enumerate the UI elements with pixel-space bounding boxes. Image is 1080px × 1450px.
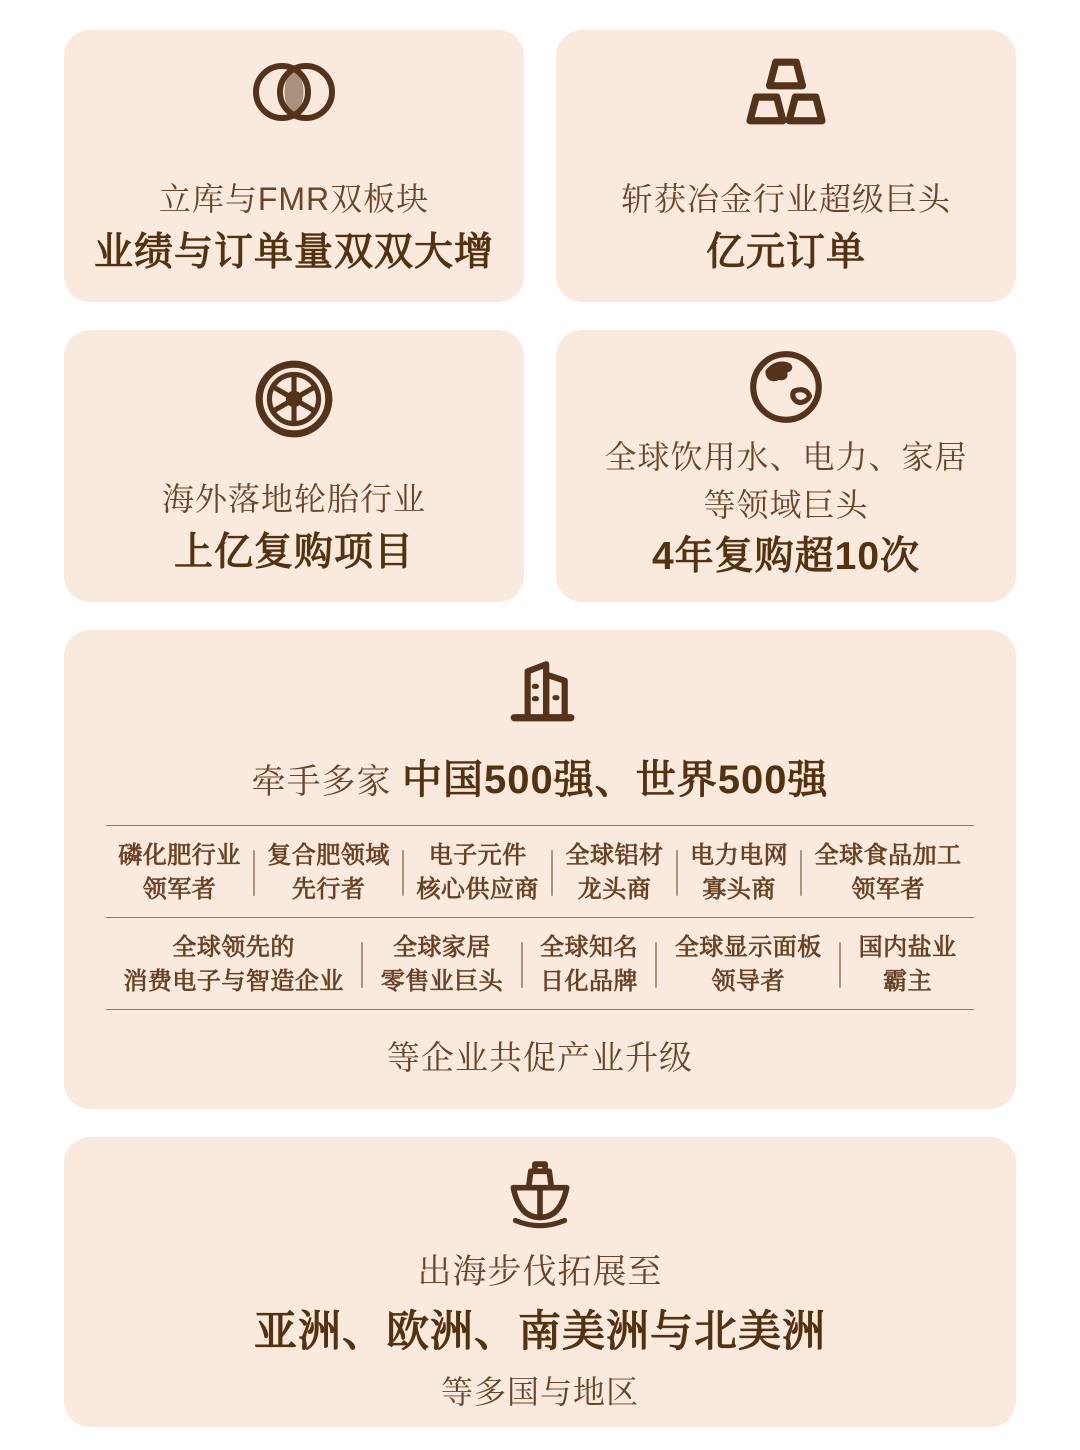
client-line: 消费电子与智造企业: [123, 967, 344, 995]
card-line-regular: 出海步伐拓展至: [417, 1253, 663, 1292]
card-line-regular: 全球饮用水、电力、家居: [604, 439, 968, 475]
card-line-bold: 业绩与订单量双双大增: [93, 231, 494, 274]
client-item: [657, 934, 839, 995]
client-item: [523, 934, 656, 995]
client-item: [553, 842, 676, 903]
row-middle: [64, 330, 1016, 602]
client-line: 日化品牌: [539, 967, 638, 995]
card-global-repurchase: [556, 330, 1016, 602]
client-line: 龙头商: [577, 875, 652, 903]
client-item: [802, 842, 974, 903]
client-line: 国内盐业: [858, 934, 957, 962]
card-text: [162, 483, 426, 602]
tire-wheel-icon: [251, 356, 337, 442]
globe-icon: [743, 344, 829, 430]
card-text: [254, 1253, 826, 1411]
buildings-icon: [502, 656, 578, 728]
client-line: 霸主: [883, 967, 933, 995]
card-line-bold: 亚洲、欧洲、南美洲与北美洲: [254, 1308, 826, 1357]
client-item: [678, 842, 801, 903]
client-item: [106, 842, 253, 903]
ship-icon: [498, 1159, 582, 1239]
card-line-regular: 等多国与地区: [440, 1374, 639, 1411]
card-metallurgy: [556, 30, 1016, 302]
card-tire: [64, 330, 524, 602]
client-line: 零售业巨头: [380, 967, 504, 995]
client-line: 全球铝材: [565, 842, 664, 869]
client-line: 复合肥领域: [267, 842, 390, 869]
divider: [106, 1009, 974, 1010]
client-line: 领导者: [711, 967, 786, 995]
client-line: 全球显示面板: [674, 934, 822, 962]
client-line: 电力电网: [690, 842, 789, 869]
card-line-regular: 海外落地轮胎行业: [161, 481, 426, 517]
gold-bars-icon: [736, 56, 836, 130]
client-line: 全球家居: [392, 934, 491, 962]
client-line: 全球知名: [539, 934, 638, 962]
card-line-bold: 亿元订单: [705, 231, 866, 274]
card-overseas: [64, 1137, 1016, 1427]
client-item: [404, 842, 551, 903]
card-text: [621, 183, 951, 302]
fortune500-footer: 等企业共促产业升级: [387, 1039, 693, 1077]
heading-regular: 牵手多家: [251, 763, 402, 801]
client-line: 领军者: [142, 875, 217, 903]
client-item: [363, 934, 520, 995]
card-line-regular: 立库与FMR双板块: [158, 181, 430, 217]
client-row-2: [106, 918, 974, 1009]
client-line: 寡头商: [702, 875, 776, 903]
client-line: 领军者: [851, 875, 925, 903]
venn-circles-icon: [242, 56, 346, 128]
client-row-1: [106, 826, 974, 917]
card-text: [94, 183, 494, 302]
client-line: 电子元件: [428, 842, 527, 869]
client-line: 先行者: [291, 875, 366, 903]
card-fortune500: [64, 630, 1016, 1109]
client-item: [255, 842, 402, 903]
client-line: 全球食品加工: [814, 842, 962, 869]
client-item: [841, 934, 974, 995]
row-top: [64, 30, 1016, 302]
client-item: [106, 934, 361, 995]
client-line: 核心供应商: [416, 875, 539, 903]
client-line: 磷化肥行业: [118, 842, 241, 869]
card-line-regular: 等领域巨头: [703, 487, 869, 523]
client-line: 全球领先的: [172, 934, 295, 962]
card-line-regular: 斩获冶金行业超级巨头: [620, 181, 951, 217]
card-dual-segment: [64, 30, 524, 302]
card-line-bold: 上亿复购项目: [173, 531, 414, 574]
card-line-bold: 4年复购超10次: [651, 535, 921, 578]
fortune500-heading: [252, 748, 829, 805]
card-text: [604, 441, 967, 602]
heading-bold: 中国500强、世界500强: [401, 758, 829, 802]
